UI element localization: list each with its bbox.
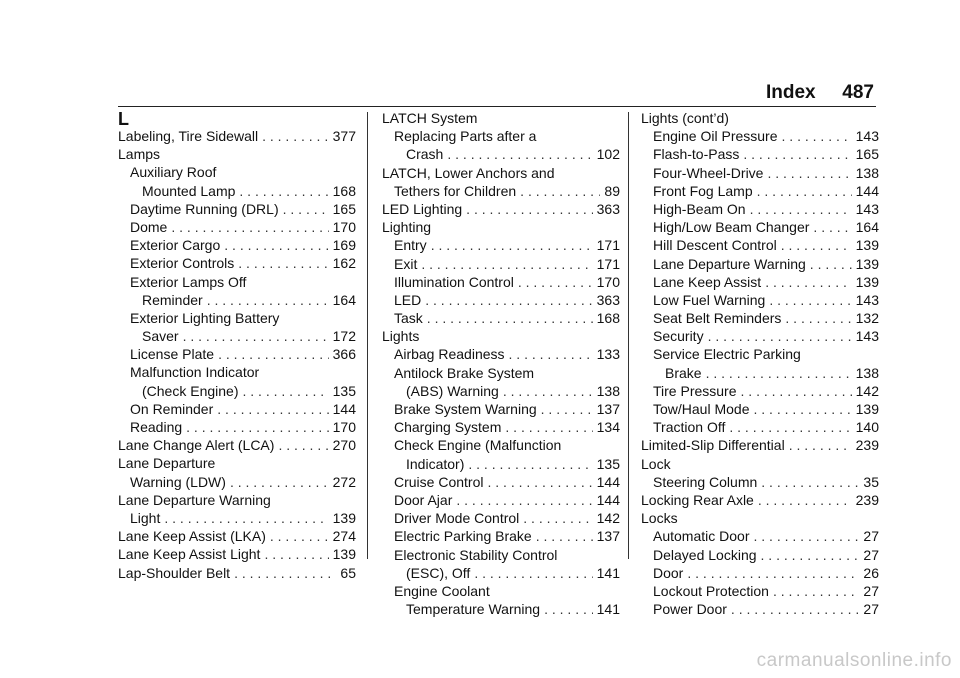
section-letter: L bbox=[118, 109, 129, 129]
entry-page-number: 366 bbox=[332, 346, 356, 363]
entry-term: Electronic Stability Control bbox=[394, 546, 558, 563]
entry-page-number: 144 bbox=[855, 182, 879, 199]
entry-page-number: 144 bbox=[596, 473, 620, 490]
index-entry bbox=[118, 218, 356, 236]
entry-page-number: 164 bbox=[332, 291, 356, 308]
entry-term: Locking Rear Axle bbox=[641, 491, 754, 508]
index-entry bbox=[382, 527, 620, 545]
entry-page-number: 363 bbox=[596, 291, 620, 308]
dot-leader bbox=[218, 345, 329, 363]
entry-term: Lap-Shoulder Belt bbox=[118, 564, 231, 581]
dot-leader bbox=[743, 145, 851, 163]
page-number: 487 bbox=[842, 82, 874, 103]
index-entry bbox=[382, 546, 620, 564]
entry-page-number: 27 bbox=[863, 582, 879, 599]
index-entry bbox=[118, 163, 356, 181]
entry-term: Brake bbox=[665, 364, 702, 381]
entry-term: Entry bbox=[394, 237, 427, 254]
entry-term: Warning (LDW) bbox=[130, 473, 226, 490]
index-entry bbox=[382, 291, 620, 309]
dot-leader bbox=[230, 473, 329, 491]
entry-page-number: 138 bbox=[855, 164, 879, 181]
dot-leader bbox=[238, 254, 328, 272]
entry-term: Steering Column bbox=[653, 473, 758, 490]
index-entry bbox=[641, 327, 879, 345]
entry-page-number: 142 bbox=[855, 382, 879, 399]
index-entry bbox=[118, 545, 356, 563]
entry-term: Dome bbox=[130, 218, 168, 235]
index-entry bbox=[382, 218, 620, 236]
index-entry bbox=[641, 218, 879, 236]
dot-leader bbox=[523, 509, 592, 527]
header-rule bbox=[118, 106, 876, 107]
entry-page-number: 170 bbox=[332, 419, 356, 435]
entry-term: Lockout Protection bbox=[653, 582, 769, 599]
entry-term: Lane Keep Assist (LKA) bbox=[118, 528, 266, 545]
index-entry bbox=[118, 382, 356, 400]
index-entry bbox=[382, 164, 620, 182]
entry-term: Cruise Control bbox=[394, 473, 484, 490]
entry-term: Exterior Lighting Battery bbox=[130, 309, 280, 326]
dot-leader bbox=[164, 509, 328, 527]
dot-leader bbox=[741, 382, 852, 400]
index-entry bbox=[118, 182, 356, 200]
dot-leader bbox=[706, 364, 852, 382]
dot-leader bbox=[785, 309, 851, 327]
index-entry bbox=[118, 309, 356, 327]
entry-term: Four-Wheel-Drive bbox=[653, 164, 764, 181]
dot-leader bbox=[782, 127, 852, 145]
index-entry bbox=[382, 309, 620, 327]
entry-term: (Check Engine) bbox=[142, 382, 239, 399]
entry-term: Task bbox=[394, 310, 423, 327]
entry-page-number: 165 bbox=[855, 146, 879, 163]
dot-leader bbox=[767, 164, 851, 182]
entry-page-number: 135 bbox=[332, 382, 356, 399]
entry-page-number: 143 bbox=[855, 328, 879, 345]
entry-page-number: 272 bbox=[332, 473, 356, 490]
index-entry bbox=[118, 145, 356, 163]
index-entry bbox=[641, 527, 879, 545]
dot-leader bbox=[487, 473, 592, 491]
entry-term: Indicator) bbox=[406, 455, 465, 472]
dot-leader bbox=[536, 527, 593, 545]
entry-page-number: 377 bbox=[332, 128, 356, 144]
entry-term: Reading bbox=[130, 419, 183, 435]
entry-term: Hill Descent Control bbox=[653, 237, 777, 254]
index-entry bbox=[118, 400, 356, 418]
entry-page-number: 132 bbox=[855, 310, 879, 327]
entry-page-number: 168 bbox=[596, 310, 620, 327]
index-entry bbox=[118, 236, 356, 254]
entry-term: Temperature Warning bbox=[406, 601, 541, 618]
entry-term: LATCH, Lower Anchors and bbox=[382, 164, 555, 181]
index-entry bbox=[382, 473, 620, 491]
dot-leader bbox=[518, 273, 593, 291]
index-entry bbox=[382, 109, 620, 127]
index-entry bbox=[382, 564, 620, 582]
column-divider bbox=[628, 112, 629, 559]
dot-leader bbox=[425, 291, 592, 309]
entry-page-number: 165 bbox=[332, 200, 356, 217]
dot-leader bbox=[421, 255, 592, 273]
entry-page-number: 138 bbox=[596, 382, 620, 399]
entry-term: Light bbox=[130, 509, 161, 526]
dot-leader bbox=[186, 418, 328, 436]
dot-leader bbox=[505, 418, 592, 436]
dot-leader bbox=[431, 236, 593, 254]
entry-term: Daytime Running (DRL) bbox=[130, 200, 279, 217]
index-entry bbox=[118, 564, 356, 582]
index-entry bbox=[118, 127, 356, 145]
dot-leader bbox=[731, 600, 860, 618]
entry-term: Charging System bbox=[394, 419, 502, 436]
entry-term: License Plate bbox=[130, 346, 215, 363]
entry-page-number: 363 bbox=[596, 200, 620, 217]
entry-term: Seat Belt Reminders bbox=[653, 310, 782, 327]
entry-term: Lane Departure bbox=[118, 455, 216, 472]
entry-term: Front Fog Lamp bbox=[653, 182, 753, 199]
entry-page-number: 170 bbox=[596, 273, 620, 290]
dot-leader bbox=[773, 582, 859, 600]
index-entry bbox=[641, 127, 879, 145]
entry-term: Power Door bbox=[653, 601, 727, 618]
dot-leader bbox=[283, 200, 329, 218]
index-entry bbox=[118, 454, 356, 472]
dot-leader bbox=[171, 218, 328, 236]
entry-page-number: 164 bbox=[855, 219, 879, 236]
dot-leader bbox=[757, 182, 852, 200]
entry-page-number: 89 bbox=[604, 182, 620, 199]
entry-page-number: 137 bbox=[596, 401, 620, 417]
dot-leader bbox=[753, 527, 859, 545]
index-entry bbox=[641, 345, 879, 363]
entry-page-number: 270 bbox=[332, 437, 356, 454]
entry-page-number: 141 bbox=[596, 564, 620, 581]
entry-page-number: 143 bbox=[855, 200, 879, 217]
entry-page-number: 274 bbox=[332, 528, 356, 545]
dot-leader bbox=[278, 436, 328, 454]
entry-term: Door Ajar bbox=[394, 491, 453, 508]
dot-leader bbox=[270, 527, 329, 545]
entry-term: Security bbox=[653, 328, 704, 345]
dot-leader bbox=[264, 545, 328, 563]
entry-page-number: 143 bbox=[855, 291, 879, 308]
dot-leader bbox=[243, 382, 329, 400]
dot-leader bbox=[456, 491, 592, 509]
index-entry bbox=[118, 363, 356, 381]
entry-term: Illumination Control bbox=[394, 273, 514, 290]
dot-leader bbox=[781, 236, 852, 254]
dot-leader bbox=[234, 564, 336, 582]
entry-term: Airbag Readiness bbox=[394, 346, 505, 363]
entry-term: Automatic Door bbox=[653, 528, 750, 545]
index-entry bbox=[382, 273, 620, 291]
entry-page-number: 133 bbox=[596, 346, 620, 363]
entry-page-number: 139 bbox=[855, 401, 879, 417]
entry-term: Driver Mode Control bbox=[394, 510, 520, 527]
index-entry bbox=[118, 273, 356, 291]
dot-leader bbox=[427, 309, 593, 327]
index-entry bbox=[641, 436, 879, 454]
dot-leader bbox=[765, 273, 851, 291]
entry-page-number: 139 bbox=[855, 273, 879, 290]
entry-term: Labeling, Tire Sidewall bbox=[118, 128, 259, 144]
entry-page-number: 171 bbox=[596, 237, 620, 254]
index-entry bbox=[382, 491, 620, 509]
entry-term: Lane Departure Warning bbox=[653, 255, 806, 272]
index-entry bbox=[382, 145, 620, 163]
dot-leader bbox=[239, 182, 328, 200]
index-entry bbox=[641, 418, 879, 436]
entry-term: Traction Off bbox=[653, 419, 726, 436]
entry-page-number: 239 bbox=[855, 437, 879, 454]
index-entry bbox=[641, 164, 879, 182]
entry-page-number: 168 bbox=[332, 182, 356, 199]
dot-leader bbox=[750, 200, 852, 218]
entry-term: Engine Coolant bbox=[394, 582, 490, 599]
entry-term: Door bbox=[653, 564, 684, 581]
entry-term: Flash-to-Pass bbox=[653, 146, 740, 163]
index-entry bbox=[641, 473, 879, 491]
entry-page-number: 26 bbox=[863, 564, 879, 581]
entry-term: LED bbox=[394, 291, 422, 308]
index-entry bbox=[382, 400, 620, 418]
entry-term: Crash bbox=[406, 146, 444, 163]
entry-page-number: 239 bbox=[855, 491, 879, 508]
index-entry bbox=[641, 600, 879, 618]
index-entry bbox=[641, 491, 879, 509]
dot-leader bbox=[474, 564, 592, 582]
dot-leader bbox=[769, 291, 851, 309]
index-entry bbox=[382, 582, 620, 600]
entry-term: High-Beam On bbox=[653, 200, 746, 217]
entry-page-number: 143 bbox=[855, 128, 879, 145]
entry-page-number: 139 bbox=[332, 546, 356, 563]
entry-term: Limited-Slip Differential bbox=[641, 437, 785, 454]
index-entry bbox=[118, 254, 356, 272]
dot-leader bbox=[207, 291, 329, 309]
dot-leader bbox=[447, 145, 592, 163]
entry-term: Lane Keep Assist bbox=[653, 273, 762, 290]
index-entry bbox=[641, 291, 879, 309]
entry-term: Tethers for Children bbox=[394, 182, 517, 199]
index-entry bbox=[641, 546, 879, 564]
entry-page-number: 135 bbox=[596, 455, 620, 472]
index-entry bbox=[382, 455, 620, 473]
index-entry bbox=[382, 436, 620, 454]
entry-page-number: 139 bbox=[855, 255, 879, 272]
entry-term: Lamps bbox=[118, 146, 161, 163]
dot-leader bbox=[520, 182, 600, 200]
entry-term: Mounted Lamp bbox=[142, 182, 236, 199]
index-entry bbox=[118, 327, 356, 345]
entry-page-number: 65 bbox=[340, 564, 356, 581]
dot-leader bbox=[262, 127, 329, 145]
dot-leader bbox=[789, 436, 852, 454]
entry-term: Lights bbox=[382, 328, 420, 345]
index-entry bbox=[641, 582, 879, 600]
entry-term: Exterior Lamps Off bbox=[130, 273, 247, 290]
index-entry bbox=[641, 273, 879, 291]
entry-term: High/Low Beam Changer bbox=[653, 219, 810, 236]
dot-leader bbox=[708, 327, 852, 345]
entry-page-number: 102 bbox=[596, 146, 620, 163]
watermark: carmanualsonline.info bbox=[756, 650, 952, 671]
entry-term: Reminder bbox=[142, 291, 203, 308]
entry-page-number: 140 bbox=[855, 419, 879, 436]
entry-term: Lane Keep Assist Light bbox=[118, 546, 261, 563]
entry-page-number: 170 bbox=[332, 218, 356, 235]
entry-term: Delayed Locking bbox=[653, 546, 757, 563]
entry-term: Exterior Controls bbox=[130, 255, 235, 272]
entry-term: Brake System Warning bbox=[394, 401, 537, 417]
dot-leader bbox=[810, 255, 852, 273]
entry-term: Lock bbox=[641, 455, 671, 472]
index-entry bbox=[118, 200, 356, 218]
entry-page-number: 171 bbox=[596, 255, 620, 272]
dot-leader bbox=[813, 218, 851, 236]
dot-leader bbox=[729, 418, 851, 436]
index-entry bbox=[382, 200, 620, 218]
dot-leader bbox=[503, 382, 593, 400]
index-entry bbox=[118, 527, 356, 545]
dot-leader bbox=[544, 600, 593, 618]
entry-term: Electric Parking Brake bbox=[394, 528, 532, 545]
dot-leader bbox=[509, 345, 593, 363]
index-entry bbox=[118, 418, 356, 436]
dot-leader bbox=[761, 546, 860, 564]
index-entry bbox=[641, 400, 879, 418]
dot-leader bbox=[466, 200, 592, 218]
index-entry bbox=[641, 564, 879, 582]
index-entry bbox=[641, 455, 879, 473]
entry-term: Malfunction Indicator bbox=[130, 364, 260, 381]
index-entry bbox=[382, 600, 620, 618]
entry-term: Service Electric Parking bbox=[653, 346, 801, 363]
index-entry bbox=[641, 309, 879, 327]
entry-term: LATCH System bbox=[382, 110, 478, 126]
index-entry bbox=[118, 345, 356, 363]
index-entry bbox=[382, 236, 620, 254]
entry-term: Low Fuel Warning bbox=[653, 291, 766, 308]
entry-page-number: 139 bbox=[332, 509, 356, 526]
entry-term: Tire Pressure bbox=[653, 382, 737, 399]
index-entry bbox=[641, 145, 879, 163]
index-entry bbox=[118, 509, 356, 527]
index-entry bbox=[382, 345, 620, 363]
entry-page-number: 172 bbox=[332, 328, 356, 345]
dot-leader bbox=[541, 400, 593, 418]
entry-page-number: 162 bbox=[332, 255, 356, 272]
index-entry bbox=[641, 382, 879, 400]
entry-term: Lane Departure Warning bbox=[118, 491, 271, 508]
index-entry bbox=[641, 109, 879, 127]
index-entry bbox=[641, 255, 879, 273]
index-entry bbox=[382, 327, 620, 345]
entry-term: Lights (cont’d) bbox=[641, 110, 729, 126]
entry-page-number: 134 bbox=[596, 419, 620, 436]
entry-term: Exterior Cargo bbox=[130, 237, 221, 254]
index-entry bbox=[641, 200, 879, 218]
column-divider bbox=[367, 112, 368, 559]
entry-term: Check Engine (Malfunction bbox=[394, 437, 562, 454]
dot-leader bbox=[754, 400, 852, 418]
entry-page-number: 139 bbox=[855, 237, 879, 254]
entry-term: Replacing Parts after a bbox=[394, 128, 537, 145]
entry-page-number: 27 bbox=[863, 601, 879, 618]
entry-term: On Reminder bbox=[130, 400, 214, 417]
entry-page-number: 169 bbox=[332, 237, 356, 254]
index-column-3 bbox=[641, 109, 879, 618]
header-title: Index bbox=[766, 82, 816, 103]
dot-leader bbox=[758, 491, 852, 509]
entry-term: Lighting bbox=[382, 219, 432, 236]
page-header bbox=[766, 82, 874, 104]
entry-term: (ESC), Off bbox=[406, 564, 471, 581]
index-entry bbox=[641, 364, 879, 382]
entry-term: Saver bbox=[142, 328, 179, 345]
entry-term: (ABS) Warning bbox=[406, 382, 499, 399]
index-entry bbox=[382, 382, 620, 400]
dot-leader bbox=[687, 564, 859, 582]
index-column-2 bbox=[382, 109, 620, 618]
dot-leader bbox=[183, 327, 329, 345]
index-column-1 bbox=[118, 109, 356, 582]
index-entry bbox=[382, 127, 620, 145]
dot-leader bbox=[224, 236, 328, 254]
index-entry bbox=[382, 364, 620, 382]
entry-term: Lane Change Alert (LCA) bbox=[118, 437, 275, 454]
entry-term: LED Lighting bbox=[382, 200, 463, 217]
index-entry bbox=[118, 473, 356, 491]
index-entry bbox=[382, 418, 620, 436]
entry-page-number: 141 bbox=[596, 601, 620, 618]
entry-page-number: 142 bbox=[596, 510, 620, 527]
entry-term: Engine Oil Pressure bbox=[653, 128, 778, 145]
index-entry bbox=[641, 509, 879, 527]
entry-page-number: 137 bbox=[596, 528, 620, 545]
entry-term: Tow/Haul Mode bbox=[653, 401, 750, 417]
entry-term: Antilock Brake System bbox=[394, 364, 535, 381]
entry-term: Auxiliary Roof bbox=[130, 164, 217, 181]
index-entry bbox=[118, 291, 356, 309]
entry-page-number: 144 bbox=[332, 400, 356, 417]
dot-leader bbox=[217, 400, 328, 418]
entry-page-number: 35 bbox=[863, 473, 879, 490]
entry-term: Exit bbox=[394, 255, 418, 272]
entry-page-number: 27 bbox=[863, 528, 879, 545]
dot-leader bbox=[468, 455, 592, 473]
entry-page-number: 138 bbox=[855, 364, 879, 381]
index-entry bbox=[382, 509, 620, 527]
entry-page-number: 144 bbox=[596, 491, 620, 508]
index-entry bbox=[118, 491, 356, 509]
index-entry bbox=[641, 236, 879, 254]
entry-page-number: 27 bbox=[863, 546, 879, 563]
index-entry bbox=[382, 182, 620, 200]
entry-term: Locks bbox=[641, 510, 678, 527]
index-entry bbox=[641, 182, 879, 200]
index-entry bbox=[382, 255, 620, 273]
index-entry bbox=[118, 436, 356, 454]
dot-leader bbox=[761, 473, 859, 491]
